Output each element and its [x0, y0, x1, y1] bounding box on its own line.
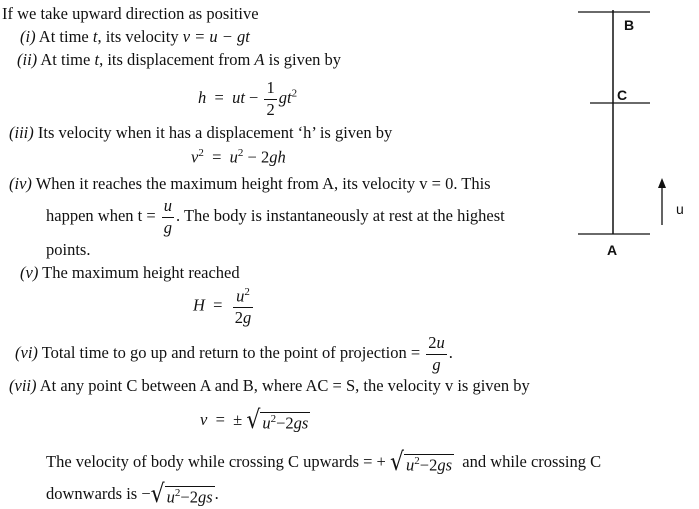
equation-velocity-at-c: v = ± √ $u^2-2gs$	[200, 406, 309, 435]
equation-displacement: h = ut − $\frac{1}{2}$ $gt^2$	[198, 78, 298, 119]
item-iii-text: Its velocity when it has a displacement ‘h’ is given by	[37, 123, 393, 142]
item-i-lead: At time	[38, 27, 89, 46]
item-iv-line2-a: happen when t =	[46, 205, 156, 225]
item-iii-marker: (iii)	[9, 123, 34, 142]
item-vii-line3: downwards is − √ $u^2-2gs$ .	[46, 480, 219, 509]
item-vii-marker: (vii)	[9, 376, 37, 395]
item-iv-line2-b: . The body is instantaneously at rest at the highest	[176, 205, 505, 225]
item-iv-line2: happen when t = $\frac{u}{g}$ . The body is instantaneously at rest at the highest	[46, 196, 505, 237]
intro-text: If we take upward direction as positive	[2, 4, 259, 23]
item-vi-marker: (vi)	[15, 342, 38, 362]
item-i-equation: v = u − gt	[182, 27, 250, 46]
label-a: A	[607, 242, 618, 258]
label-u: u	[676, 201, 684, 217]
arrow-up-icon	[658, 178, 666, 188]
item-vii-line2-b: and while crossing C	[462, 451, 602, 471]
item-v-text: The maximum height reached	[42, 263, 240, 282]
item-ii-text-b: its displacement from	[107, 50, 251, 69]
item-ii-text-c: is given by	[268, 50, 342, 69]
item-ii: (ii) At time t, its displacement from A is given by	[17, 50, 342, 69]
item-v-marker: (v)	[20, 263, 39, 282]
label-b: B	[624, 17, 635, 33]
item-iv-marker: (iv)	[9, 174, 32, 193]
item-vii-line3-a: downwards is	[46, 483, 138, 503]
item-iv-line1-text: When it reaches the maximum height from A, its velocity v = 0. This	[35, 174, 491, 193]
item-i-t: t	[92, 27, 98, 46]
item-vii-line2-a: The velocity of body while crossing C upwards =	[46, 451, 373, 471]
item-vii-line2: The velocity of body while crossing C upwards = + √ $u^2-2gs$ and while crossing C	[46, 448, 602, 477]
item-vi: (vi) Total time to go up and return to the point of projection = $\frac{2u}{g}$ .	[15, 333, 453, 374]
item-iv-line3: points.	[46, 240, 91, 259]
equation-max-height: H = $\frac{u^2}{2g}$	[193, 286, 252, 327]
item-vi-text: Total time to go up and return to the point of projection =	[41, 342, 421, 362]
label-c: C	[617, 87, 628, 103]
item-i-mid: , its velocity	[97, 27, 179, 46]
item-ii-marker: (ii)	[17, 50, 38, 69]
item-vii-line1-text: At any point C between A and B, where AC = S, the velocity v is given by	[39, 376, 530, 395]
equation-velocity-squared: $v^2 = u^2 - 2gh$	[191, 147, 286, 167]
item-i-marker: (i)	[20, 27, 36, 46]
item-ii-text-a: At time	[40, 50, 91, 69]
